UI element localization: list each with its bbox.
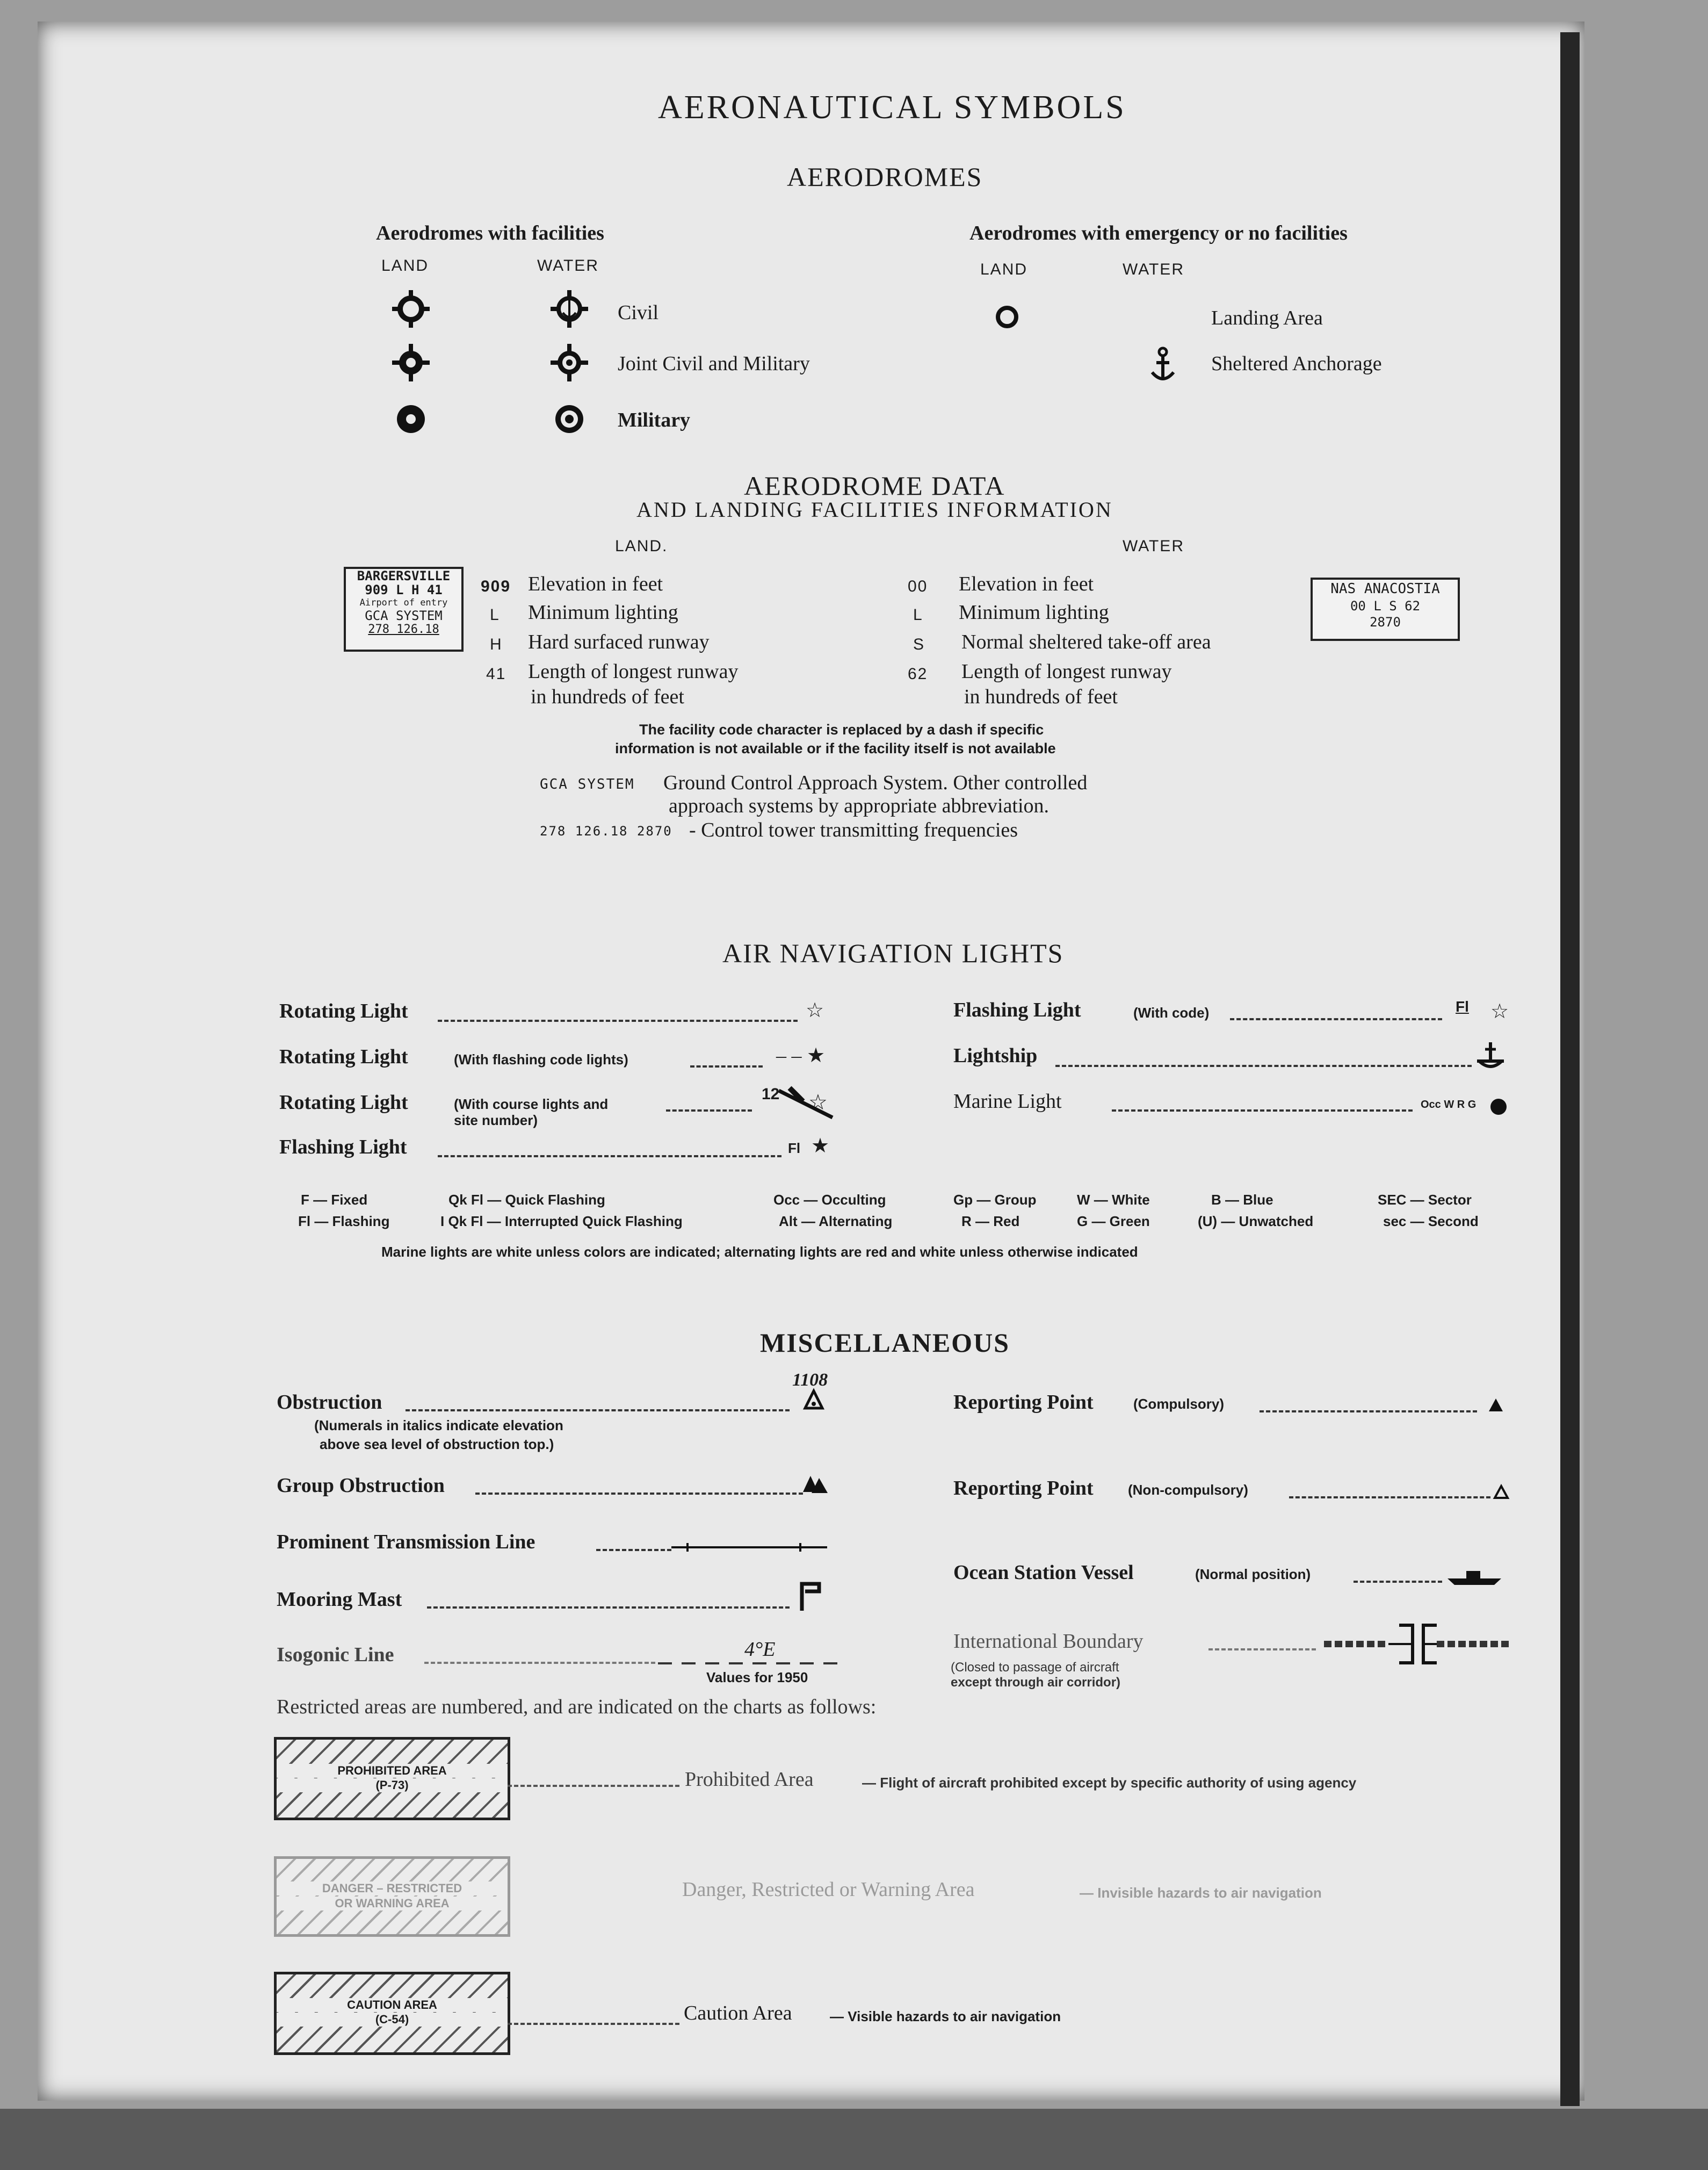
aerodromes-heading: AERODROMES <box>787 162 983 192</box>
land-box-entry: Airport of entry <box>359 597 448 608</box>
ocean-station-vessel-icon <box>1445 1563 1504 1590</box>
legend-red: R — Red <box>961 1213 1020 1229</box>
legend-group: Gp — Group <box>953 1192 1037 1208</box>
legend-fixed: F — Fixed <box>301 1192 368 1208</box>
legend-sector: SEC — Sector <box>1378 1192 1472 1208</box>
transmission-line-label: Prominent Transmission Line <box>277 1531 535 1553</box>
group-obstruction-label: Group Obstruction <box>277 1474 445 1497</box>
light-left-1-note: (With flashing code lights) <box>454 1051 628 1068</box>
land-text-3-cont: in hundreds of feet <box>531 686 684 708</box>
isogonic-line-label: Isogonic Line <box>277 1643 394 1666</box>
land-code-2: H <box>490 636 503 653</box>
transmission-line-leader <box>596 1549 671 1551</box>
lights-heading: AIR NAVIGATION LIGHTS <box>722 938 1064 968</box>
danger-box-text-1: DANGER – RESTRICTED <box>277 1881 508 1895</box>
legend-second: sec — Second <box>1383 1213 1479 1229</box>
land-box-codes: 909 L H 41 <box>365 582 443 597</box>
facility-note-2: information is not available or if the facility itself is not available <box>615 740 1056 756</box>
group-obstruction-icon <box>803 1474 830 1495</box>
aerodrome-data-heading: AERODROME DATA <box>744 471 1005 501</box>
freq-text: - Control tower transmitting frequencies <box>689 819 1018 841</box>
caution-box-text-2: (C-54) <box>277 2013 508 2027</box>
light-left-2-note: (With course lights and <box>454 1096 609 1112</box>
rotating-light-icon: ☆ <box>806 999 824 1022</box>
obstruction-label: Obstruction <box>277 1391 382 1414</box>
facilities-title: Aerodromes with facilities <box>376 222 604 244</box>
land-text-0: Elevation in feet <box>528 573 663 595</box>
light-left-1-label: Rotating Light <box>279 1046 408 1068</box>
marine-lights-note: Marine lights are white unless colors are indicated; alternating lights are red and white unless otherwise indicated <box>381 1244 1138 1260</box>
mooring-mast-icon <box>798 1580 824 1612</box>
legend-quick-flashing: Qk Fl — Quick Flashing <box>448 1192 605 1208</box>
joint-land-icon <box>392 344 430 381</box>
emergency-title: Aerodromes with emergency or no facilities <box>969 222 1348 244</box>
prohibited-leader <box>508 1785 679 1787</box>
reporting-compulsory-label: Reporting Point <box>953 1391 1094 1414</box>
boundary-note-2: except through air corridor) <box>951 1675 1121 1690</box>
obstruction-note-2: above sea level of obstruction top.) <box>320 1436 554 1452</box>
reporting-noncompulsory-leader <box>1289 1496 1490 1498</box>
water-code-1: L <box>913 606 923 624</box>
legend-green: G — Green <box>1077 1213 1150 1229</box>
light-right-2-leader <box>1112 1109 1413 1112</box>
isogonic-line-leader <box>424 1662 655 1664</box>
military-water-icon <box>551 400 588 438</box>
water-box-codes: 00 L S 62 <box>1350 599 1421 614</box>
facility-military-label: Military <box>618 409 691 431</box>
danger-box-text-2: OR WARNING AREA <box>277 1897 508 1911</box>
ocean-station-leader <box>1354 1581 1442 1583</box>
civil-water-icon <box>551 290 588 328</box>
light-left-2-note2: site number) <box>454 1112 538 1128</box>
scan-edge <box>1560 32 1580 2106</box>
scan-bottom-band <box>0 2109 1708 2170</box>
sheltered-anchorage-label: Sheltered Anchorage <box>1211 352 1382 375</box>
facility-joint-label: Joint Civil and Military <box>618 352 810 375</box>
flashing-light-code: Fl <box>788 1140 801 1156</box>
boundary-leader <box>1208 1648 1316 1650</box>
water-box-name: NAS ANACOSTIA <box>1330 581 1440 597</box>
land-code-3: 41 <box>486 665 506 683</box>
isogonic-value: 4°E <box>741 1638 778 1661</box>
light-left-2-label: Rotating Light <box>279 1091 408 1114</box>
light-left-1-leader <box>690 1065 763 1068</box>
boundary-label: International Boundary <box>953 1630 1144 1653</box>
light-left-3-leader <box>438 1155 781 1157</box>
svg-text:☆: ☆ <box>808 1090 828 1114</box>
prohibited-area-desc: — Flight of aircraft prohibited except by specific authority of using agency <box>862 1775 1357 1791</box>
land-box-freq: 278 126.18 <box>368 623 439 636</box>
water-text-3-cont: in hundreds of feet <box>964 686 1118 708</box>
light-right-1-label: Lightship <box>953 1044 1038 1067</box>
site-number: 12 <box>762 1085 780 1103</box>
reporting-compulsory-leader <box>1260 1410 1477 1412</box>
legend-blue: B — Blue <box>1211 1192 1273 1208</box>
reporting-noncompulsory-note: (Non-compulsory) <box>1128 1482 1248 1498</box>
flashing-light-icon: ★ <box>811 1135 830 1157</box>
aerodrome-data-subheading: AND LANDING FACILITIES INFORMATION <box>636 498 1113 522</box>
caution-area-box <box>274 1972 510 2055</box>
light-left-0-leader <box>438 1020 798 1022</box>
course-light-icon <box>779 1085 838 1123</box>
land-code-0: 909 <box>481 578 511 595</box>
gca-text-1: Ground Control Approach System. Other controlled <box>663 772 1088 794</box>
facilities-land-label: LAND <box>381 257 429 275</box>
facilities-water-label: WATER <box>537 257 599 275</box>
obstruction-leader <box>406 1409 790 1411</box>
military-land-icon <box>392 400 430 438</box>
facility-civil-label: Civil <box>618 301 659 324</box>
water-code-3: 62 <box>908 665 928 683</box>
legend-occulting: Occ — Occulting <box>773 1192 886 1208</box>
water-text-2: Normal sheltered take-off area <box>961 631 1211 653</box>
data-water-label: WATER <box>1123 537 1184 555</box>
prohibited-area-label: Prohibited Area <box>685 1768 814 1791</box>
legend-unwatched: (U) — Unwatched <box>1198 1213 1314 1229</box>
prohibited-box-text-1: PROHIBITED AREA <box>277 1764 508 1778</box>
gca-code: GCA SYSTEM <box>540 776 635 792</box>
land-text-3: Length of longest runway <box>528 660 739 683</box>
compulsory-point-icon <box>1488 1397 1504 1413</box>
light-right-2-label: Marine Light <box>953 1090 1062 1113</box>
boundary-note-1: (Closed to passage of aircraft <box>951 1660 1119 1675</box>
legend-interrupted-quick: I Qk Fl — Interrupted Quick Flashing <box>440 1213 683 1229</box>
danger-area-label: Danger, Restricted or Warning Area <box>682 1878 975 1901</box>
land-example-box <box>344 567 464 652</box>
land-text-1: Minimum lighting <box>528 601 678 624</box>
reporting-compulsory-note: (Compulsory) <box>1133 1396 1224 1412</box>
emergency-land-label: LAND <box>980 261 1028 278</box>
landing-area-label: Landing Area <box>1211 307 1323 329</box>
water-text-1: Minimum lighting <box>959 601 1109 624</box>
joint-water-icon <box>551 344 588 381</box>
land-box-gca: GCA SYSTEM <box>365 608 443 623</box>
facility-note-1: The facility code character is replaced by a dash if specific <box>639 722 1044 738</box>
light-left-0-label: Rotating Light <box>279 1000 408 1022</box>
misc-heading: MISCELLANEOUS <box>760 1328 1010 1358</box>
light-right-0-note: (With code) <box>1133 1005 1210 1021</box>
light-left-2-leader <box>666 1109 752 1112</box>
legend-flashing: Fl — Flashing <box>298 1213 390 1229</box>
restricted-intro: Restricted areas are numbered, and are indicated on the charts as follows: <box>277 1696 877 1718</box>
page-title: AERONAUTICAL SYMBOLS <box>658 89 1126 126</box>
data-land-label: LAND. <box>615 537 668 555</box>
obstruction-elevation: 1108 <box>792 1370 828 1390</box>
anchor-icon <box>1147 347 1179 384</box>
water-text-3: Length of longest runway <box>961 660 1172 683</box>
obstruction-note-1: (Numerals in italics indicate elevation <box>314 1417 563 1433</box>
light-right-1-leader <box>1055 1065 1472 1067</box>
caution-area-desc: — Visible hazards to air navigation <box>830 2008 1061 2024</box>
water-code-0: 00 <box>908 578 928 595</box>
emergency-water-label: WATER <box>1123 261 1184 278</box>
marine-light-icon <box>1488 1096 1509 1118</box>
prohibited-box-text-2: (P-73) <box>277 1778 508 1792</box>
freq-code: 278 126.18 2870 <box>540 824 672 839</box>
water-code-2: S <box>913 636 925 653</box>
land-text-2: Hard surfaced runway <box>528 631 710 653</box>
rotating-code-light-icon: – – ★ <box>776 1044 826 1067</box>
legend-white: W — White <box>1077 1192 1150 1208</box>
marine-light-code: Occ W R G <box>1421 1099 1477 1111</box>
prohibited-area-box <box>274 1737 510 1820</box>
light-right-0-leader <box>1230 1018 1442 1020</box>
caution-area-label: Caution Area <box>684 2002 792 2024</box>
caution-leader <box>508 2023 679 2025</box>
ocean-station-label: Ocean Station Vessel <box>953 1561 1134 1584</box>
land-box-name: BARGERSVILLE <box>357 568 451 583</box>
noncompulsory-point-icon <box>1493 1484 1509 1500</box>
danger-area-box <box>274 1856 510 1937</box>
legend-alternating: Alt — Alternating <box>779 1213 893 1229</box>
flashing-code-light-icon: ☆ <box>1490 1000 1509 1023</box>
water-example-box <box>1311 578 1460 641</box>
mooring-mast-leader <box>427 1606 790 1609</box>
mooring-mast-label: Mooring Mast <box>277 1588 402 1611</box>
gca-text-2: approach systems by appropriate abbreviation. <box>669 795 1050 817</box>
ocean-station-note: (Normal position) <box>1195 1566 1311 1582</box>
isogonic-note: Values for 1950 <box>706 1669 808 1685</box>
water-text-0: Elevation in feet <box>959 573 1094 595</box>
light-right-0-label: Flashing Light <box>953 999 1081 1021</box>
civil-land-icon <box>392 290 430 328</box>
lightship-icon <box>1472 1040 1509 1072</box>
reporting-noncompulsory-label: Reporting Point <box>953 1477 1094 1499</box>
water-box-freq: 2870 <box>1370 615 1401 630</box>
danger-area-desc: — Invisible hazards to air navigation <box>1080 1885 1322 1901</box>
flashing-code-light-code: Fl <box>1456 998 1469 1015</box>
land-code-1: L <box>490 606 500 624</box>
landing-area-icon <box>994 304 1021 330</box>
group-obstruction-leader <box>475 1493 803 1495</box>
transmission-line-icon <box>671 1537 833 1558</box>
caution-box-text-1: CAUTION AREA <box>277 1998 508 2012</box>
obstruction-icon <box>803 1389 824 1410</box>
light-left-3-label: Flashing Light <box>279 1136 407 1158</box>
international-boundary-icon <box>1324 1620 1512 1668</box>
